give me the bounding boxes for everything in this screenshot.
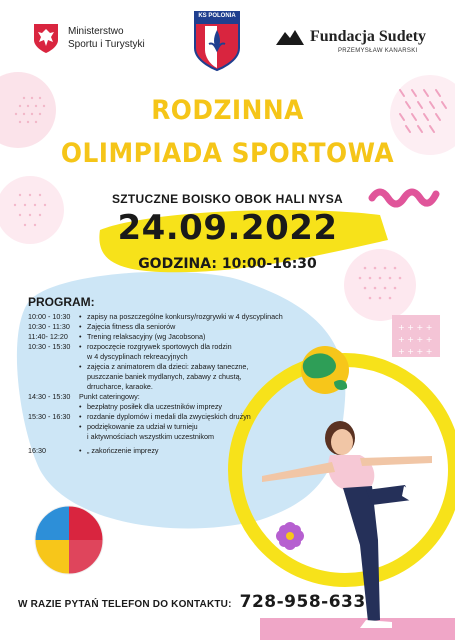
program-text: bezpłatny posiłek dla uczestników imprezy: [87, 402, 223, 411]
ministry-line-2: Sportu i Turystyki: [68, 39, 145, 50]
program-text: Trening relaksacyjny (wg Jacobsona): [87, 332, 206, 341]
program-text: Zajęcia fitness dla seniorów: [87, 322, 176, 331]
program-item: [28, 412, 328, 422]
program-time: 16:30: [28, 446, 46, 455]
program-item: [28, 362, 328, 372]
program-text: drrucharce, karaoke.: [87, 382, 153, 391]
bullet: •: [79, 402, 82, 411]
program-item: [28, 342, 328, 352]
program-item-continuation: [28, 372, 328, 382]
program-time: 14:30 - 15:30: [28, 392, 71, 401]
program-time: 11:40- 12:20: [28, 332, 68, 341]
event-venue: SZTUCZNE BOISKO OBOK HALI NYSA: [111, 192, 343, 206]
program-text: „ zakończenie imprezy: [87, 446, 159, 455]
contact-phone[interactable]: 728-958-633: [239, 592, 366, 612]
program-item: [28, 322, 328, 332]
contact-line: [18, 592, 366, 612]
ministry-line-1: Ministerstwo: [68, 26, 124, 37]
program-item: [28, 446, 328, 456]
purple-flower: [276, 522, 304, 550]
bullet: •: [79, 312, 82, 321]
program-time: [28, 362, 79, 372]
ministry-logo: [32, 22, 145, 54]
event-title-line-2: OLIMPIADA SPORTOWA: [60, 138, 395, 169]
bullet: •: [79, 362, 82, 371]
program-text: podziękowanie za udział w turnieju: [87, 422, 198, 431]
foundation-name: Fundacja Sudety: [310, 28, 427, 45]
polish-eagle-icon: [32, 22, 60, 54]
bullet: •: [79, 332, 82, 341]
foundation-subtitle: PRZEMYSŁAW KANARSKI: [338, 48, 418, 54]
program-item-continuation: [28, 432, 328, 442]
program-time: 15:30 - 16:30: [28, 412, 71, 421]
program-text: zapisy na poszczególne konkursy/rozgrywki w 4 dyscyplinach: [87, 312, 283, 321]
foundation-logo: [276, 28, 426, 54]
program-list: [28, 312, 328, 456]
mountain-icon: [276, 29, 304, 45]
program-item: [28, 332, 328, 342]
bullet: •: [79, 422, 82, 431]
ministry-name: [68, 25, 145, 51]
event-date: 24.09.2022: [117, 208, 338, 248]
program-text: zajęcia z animatorem dla dzieci: zabawy taneczne,: [87, 362, 249, 371]
program-time: [28, 402, 79, 412]
contact-label: W RAZIE PYTAŃ TELEFON DO KONTAKTU:: [18, 599, 232, 610]
pink-floor: [260, 618, 455, 640]
club-crest-icon: [193, 10, 241, 72]
program-item: [28, 312, 328, 322]
program-item: [28, 422, 328, 432]
program-item: [28, 392, 328, 402]
svg-text:+ + + +: + + + +: [398, 335, 433, 344]
program-text: rozpoczęcie rozgrywek sportowych dla rodzin: [87, 342, 232, 351]
svg-text:+ + + +: + + + +: [398, 323, 433, 332]
program-text: w 4 dyscyplinach rekreacyjnych: [87, 352, 188, 361]
program-text: Punkt cateringowy:: [79, 392, 140, 401]
program-item: [28, 402, 328, 412]
event-hours: GODZINA: 10:00-16:30: [138, 256, 317, 272]
svg-text:+ + + +: + + + +: [398, 347, 433, 356]
program-item-continuation: [28, 352, 328, 362]
program-text: rozdanie dyplomów i medali dla zwycięskich drużyn: [87, 412, 251, 421]
bullet: •: [79, 446, 82, 455]
crest-label: KS POLONIA: [198, 13, 236, 19]
program-time: [28, 422, 79, 432]
bullet: •: [79, 342, 82, 351]
bullet: •: [79, 322, 82, 331]
program-heading: PROGRAM:: [28, 295, 95, 309]
program-time: 10:30 - 15:30: [28, 342, 71, 351]
event-title-line-1: RODZINNA: [151, 95, 304, 126]
beach-ball: [35, 506, 103, 574]
program-text: i aktywnościach wszystkim uczestnikom: [87, 432, 215, 441]
program-text: puszczanie baniek mydlanych, zabawy z chustą,: [87, 372, 242, 381]
program-time: 10:30 - 11:30: [28, 322, 70, 331]
bullet: •: [79, 412, 82, 421]
program-time: 10:00 - 10:30: [28, 312, 71, 321]
program-item-continuation: [28, 382, 328, 392]
